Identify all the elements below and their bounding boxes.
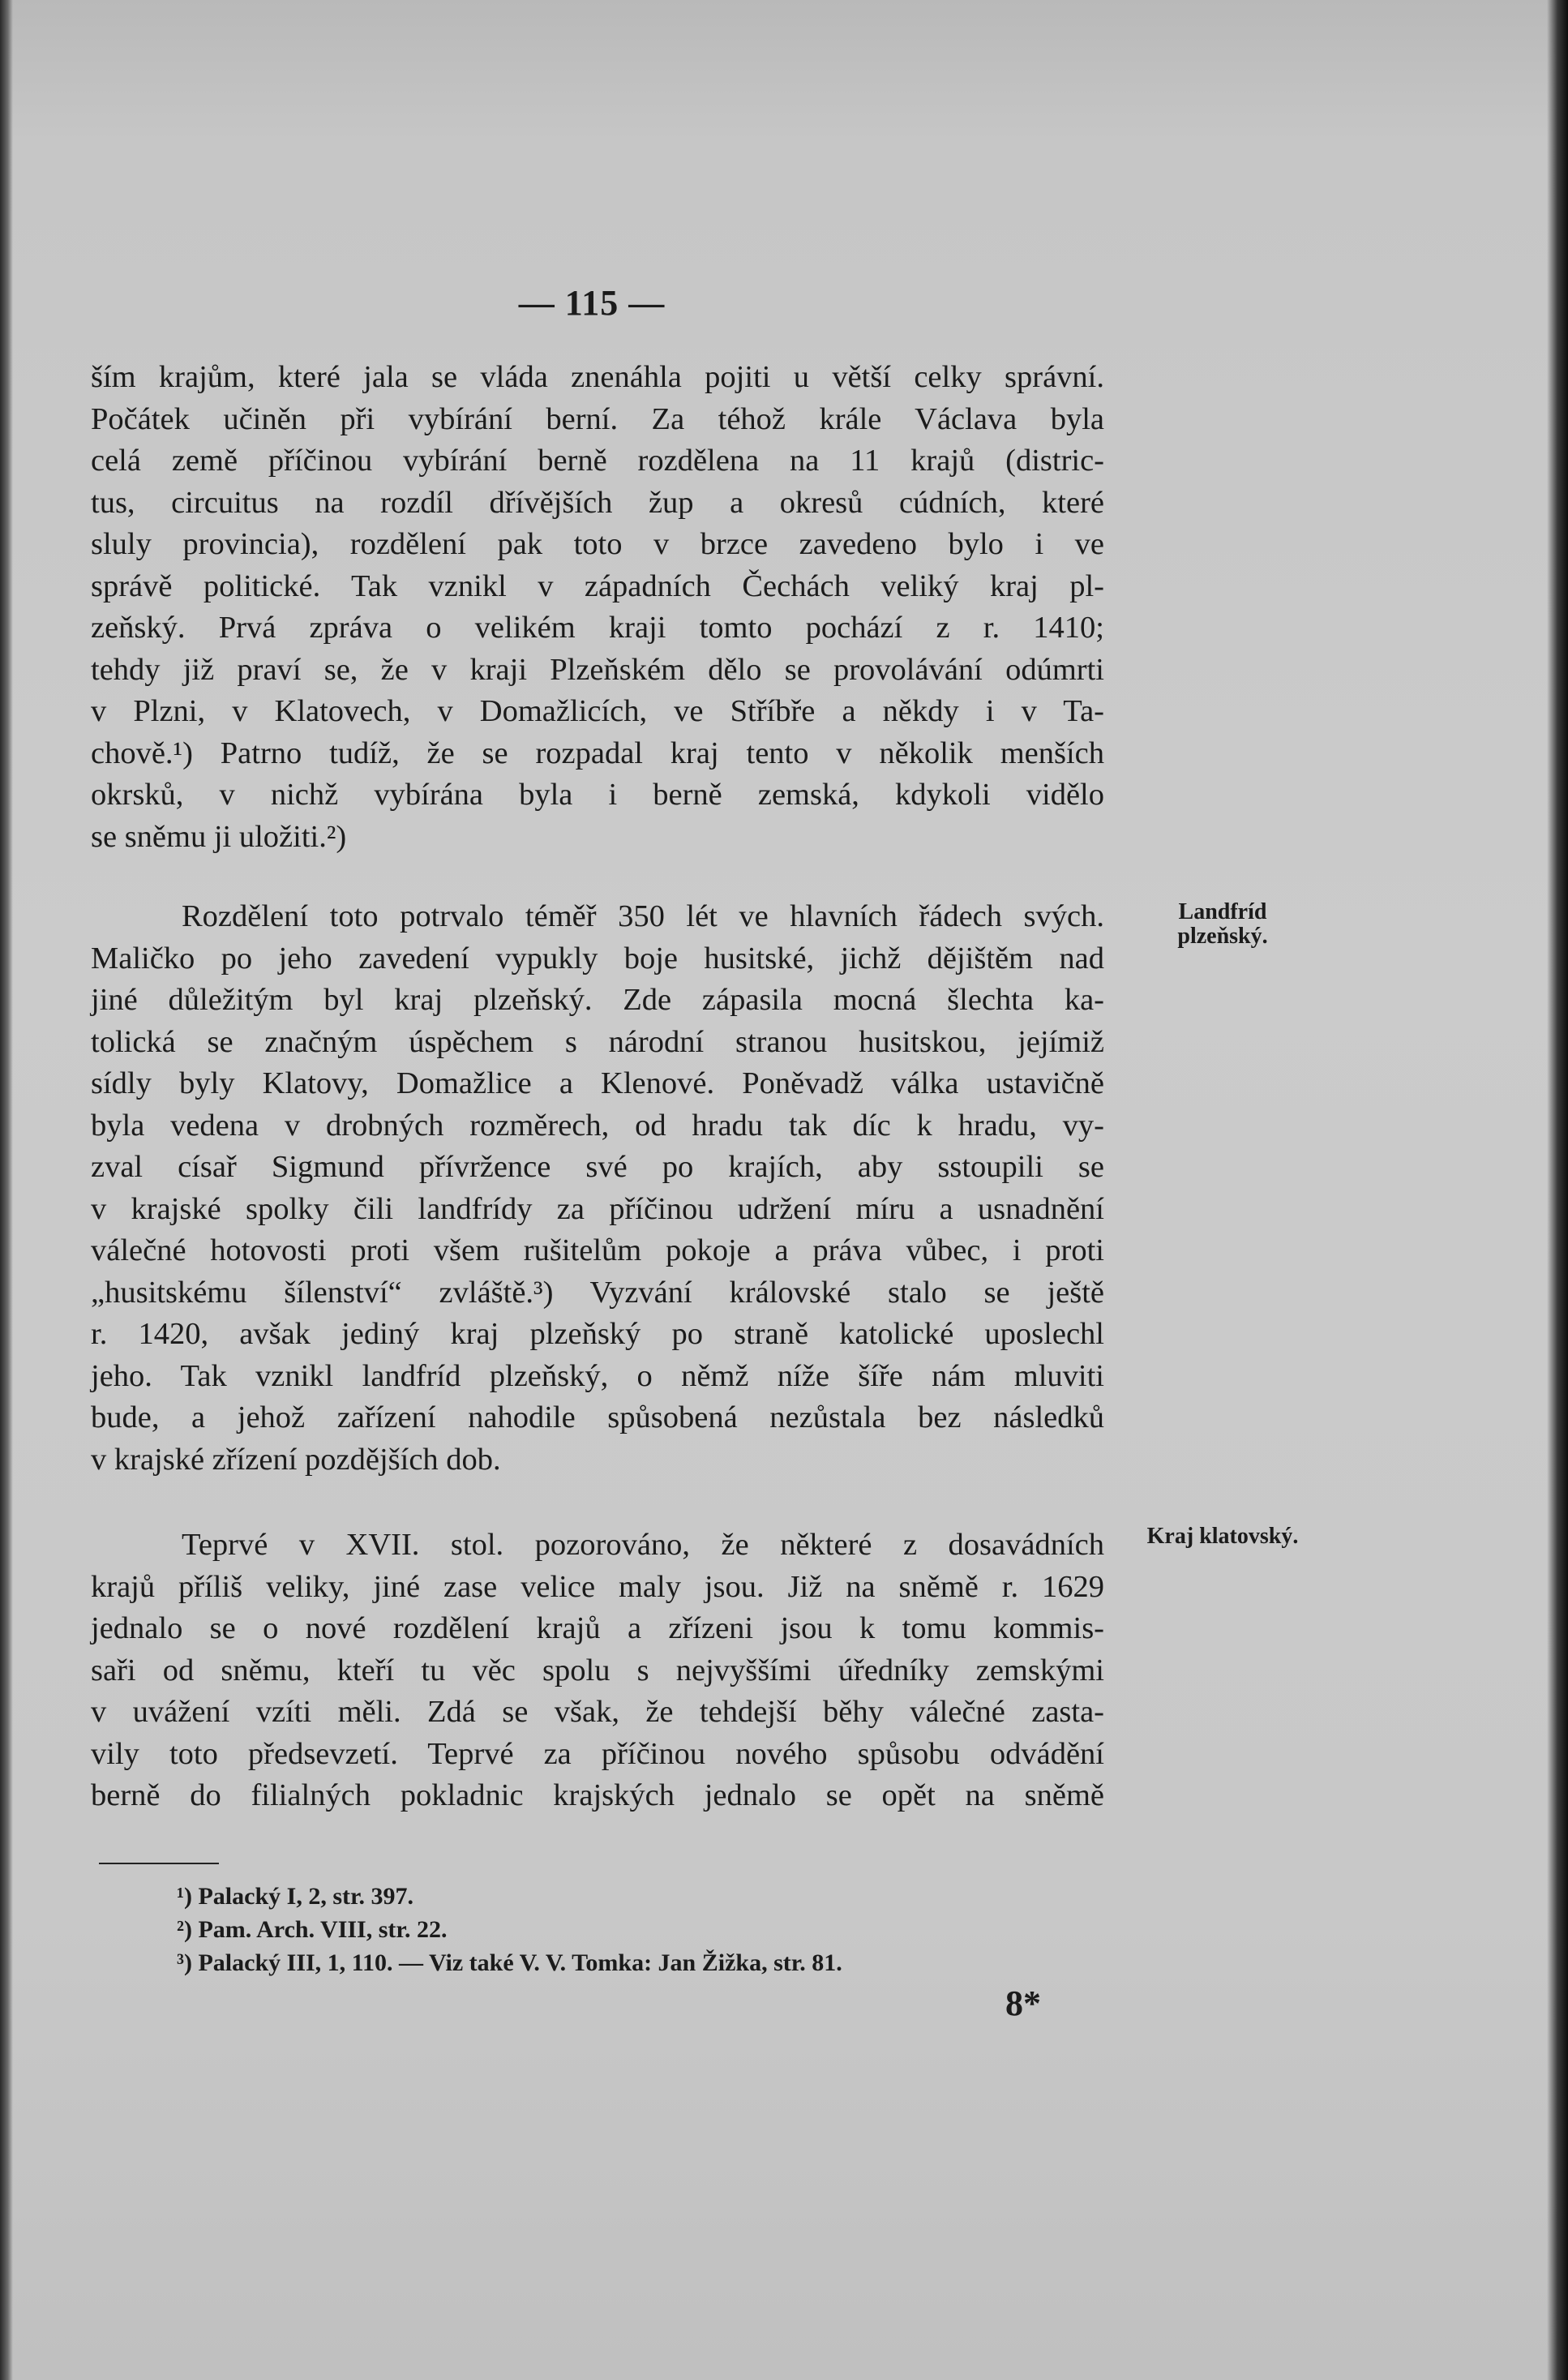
- left-page-edge-shadow: [0, 0, 13, 2380]
- text-line: ším krajům, které jala se vláda znenáhla pojiti u větší celky správní.: [91, 360, 1104, 394]
- margin-note-kraj-klatovsky: Kraj klatovský.: [1146, 1524, 1299, 1549]
- printer-signature-mark: 8*: [1005, 1983, 1041, 2023]
- text-line: sluly provincia), rozdělení pak toto v brzce zavedeno bylo i ve: [91, 527, 1104, 561]
- text-line: byla vedena v drobných rozměrech, od hradu tak díc k hradu, vy-: [91, 1108, 1104, 1143]
- paragraph-3: [91, 1524, 1104, 1817]
- text-line: Maličko po jeho zavedení vypukly boje husitské, jichž dějištěm nad: [91, 941, 1104, 976]
- text-line: berně do filialných pokladnic krajských jednalo se opět na sněmě: [91, 1778, 1104, 1812]
- page-number: — 115 —: [518, 283, 666, 323]
- margin-note-landfrid: Landfríd plzeňský.: [1177, 899, 1268, 949]
- footnote-2: ²) Pam. Arch. VIII, str. 22.: [177, 1916, 448, 1943]
- text-line: tolická se značným úspěchem s národní stranou husitskou, jejímiž: [91, 1024, 1104, 1059]
- paragraph-2: [91, 896, 1104, 1481]
- text-line: v uvážení vzíti měli. Zdá se však, že tehdejší běhy válečné zasta-: [91, 1695, 1104, 1729]
- text-line: v Plzni, v Klatovech, v Domažlicích, ve Stříbře a někdy i v Ta-: [91, 694, 1104, 728]
- text-line: správě politické. Tak vznikl v západních Čechách veliký kraj pl-: [91, 568, 1104, 603]
- text-line: se sněmu ji uložiti.²): [91, 819, 347, 854]
- footnote-divider: [99, 1863, 219, 1864]
- text-line: jednalo se o nové rozdělení krajů a zřízeni jsou k tomu kommis-: [91, 1611, 1104, 1645]
- footnote-3: ³) Palacký III, 1, 110. — Viz také V. V. Tomka: Jan Žižka, str. 81.: [177, 1949, 842, 1976]
- text-line: okrsků, v nichž vybírána byla i berně zemská, kdykoli vidělo: [91, 778, 1104, 812]
- text-line: Teprvé v XVII. stol. pozorováno, že některé z dosavádních: [182, 1528, 1104, 1562]
- text-line: tus, circuitus na rozdíl dřívějších žup a okresů cúdních, které: [91, 485, 1104, 520]
- text-line: v krajské spolky čili landfrídy za příčinou udržení míru a usnadnění: [91, 1191, 1104, 1226]
- text-line: bude, a jehož zařízení nahodile spůsobená nezůstala bez následků: [91, 1400, 1104, 1434]
- text-line: celá země příčinou vybírání berně rozdělena na 11 krajů (distric-: [91, 444, 1104, 478]
- text-line: tehdy již praví se, že v kraji Plzeňském dělo se provolávání odúmrti: [91, 652, 1104, 687]
- text-line: r. 1420, avšak jediný kraj plzeňský po straně katolické uposlechl: [91, 1317, 1104, 1351]
- text-line: vily toto předsevzetí. Teprvé za příčinou nového spůsobu odvádění: [91, 1736, 1104, 1771]
- paragraph-1: [91, 357, 1104, 858]
- text-line: „husitskému šílenství“ zvláště.³) Vyzvání královské stalo se ještě: [91, 1275, 1104, 1310]
- text-line: zval císař Sigmund přívržence své po krajích, aby sstoupili se: [91, 1150, 1104, 1184]
- text-line: jeho. Tak vznikl landfríd plzeňský, o němž níže šíře nám mluviti: [91, 1358, 1104, 1393]
- text-line: Počátek učiněn při vybírání berní. Za téhož krále Václava byla: [91, 401, 1104, 436]
- text-line: chově.¹) Patrno tudíž, že se rozpadal kraj tento v několik menších: [91, 735, 1104, 770]
- right-page-edge-shadow: [1547, 0, 1568, 2380]
- text-line: jiné důležitým byl kraj plzeňský. Zde zápasila mocná šlechta ka-: [91, 983, 1104, 1017]
- text-line: saři od sněmu, kteří tu věc spolu s nejvyššími úředníky zemskými: [91, 1653, 1104, 1687]
- text-line: krajů příliš veliky, jiné zase velice maly jsou. Již na sněmě r. 1629: [91, 1569, 1104, 1604]
- text-line: válečné hotovosti proti všem rušitelům pokoje a práva vůbec, i proti: [91, 1233, 1104, 1267]
- text-line: Rozdělení toto potrvalo téměř 350 lét ve hlavních řádech svých.: [182, 899, 1104, 933]
- footnotes: [177, 1880, 1109, 1979]
- text-line: sídly byly Klatovy, Domažlice a Klenové. Poněvadž válka ustavičně: [91, 1066, 1104, 1100]
- text-line: zeňský. Prvá zpráva o velikém kraji tomto pochází z r. 1410;: [91, 611, 1104, 645]
- text-line: v krajské zřízení pozdějších dob.: [91, 1442, 501, 1477]
- footnote-1: ¹) Palacký I, 2, str. 397.: [177, 1883, 414, 1910]
